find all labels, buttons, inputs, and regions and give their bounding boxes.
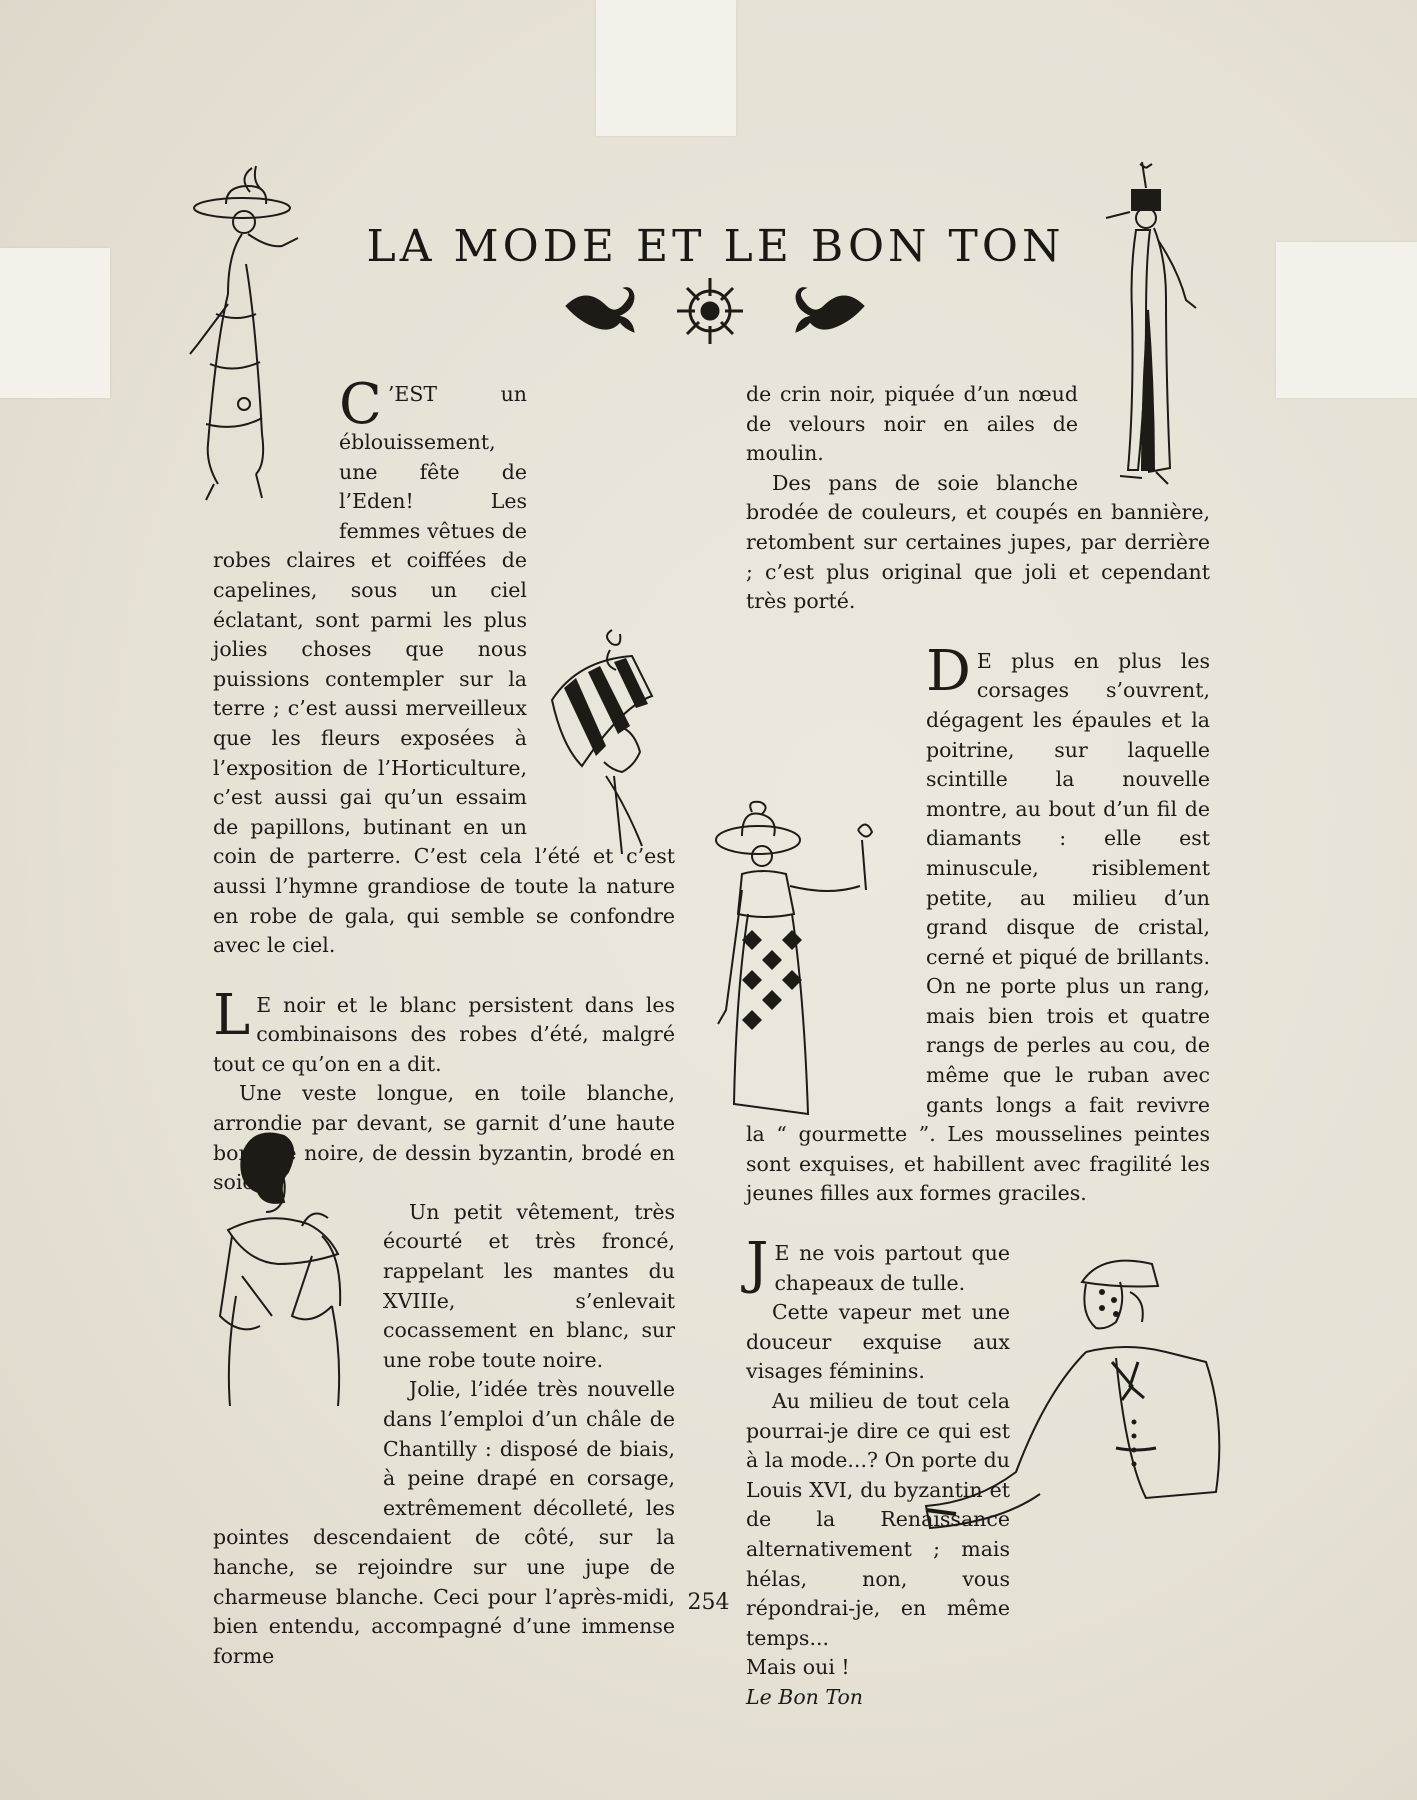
paragraph-text: E ne vois partout que chapeaux de tulle. xyxy=(774,1241,1010,1295)
paragraph: Mais oui ! xyxy=(746,1655,850,1680)
paragraph-text: E noir et le blanc persistent dans les combinaisons des robes d’été, malgré tout ce qu’on en a dit. xyxy=(213,992,675,1076)
drop-cap: J xyxy=(746,1231,769,1297)
page-title: LA MODE ET LE BON TON xyxy=(366,221,1065,273)
page-number: 254 xyxy=(687,1590,730,1615)
paragraph xyxy=(746,1231,1210,1298)
tape-top xyxy=(596,0,736,136)
drop-cap: L xyxy=(213,982,251,1048)
float-spacer xyxy=(1010,1299,1210,1599)
drop-cap: C xyxy=(339,372,382,437)
column-right xyxy=(746,380,1210,1713)
paragraph: Une veste longue, en toile blanche, arrondie par devant, se garnit d’une haute bordure noire, de dessin byzantin, brodé en soie. xyxy=(213,1081,675,1195)
paragraph: Des pans de soie blanche brodée de couleurs, et coupés en bannière, retombent sur certaines jupes, par derrière ; c’est plus original que joli et cependant très porté. xyxy=(746,470,1210,614)
paragraph: de crin noir, piquée d’un nœud de velours noir en ailes de moulin. xyxy=(746,382,1078,466)
column-left xyxy=(213,372,675,1671)
paragraph: Au milieu de tout cela pourrai-je dire ce qui est à la mode...? On porte du Louis XVI, du byzantin et de la Renaissance alternativement ; mais hélas, non, vous répondrai-je, en même temps... xyxy=(746,1389,1010,1650)
signature: Le Bon Ton xyxy=(746,1684,864,1709)
float-spacer xyxy=(527,616,675,826)
paragraph: Cette vapeur met une douceur exquise aux visages féminins. xyxy=(746,1300,1010,1384)
paragraph-text: E plus en plus les corsages s’ouvrent, dégagent les épaules et la poitrine, sur laquelle scintille la nouvelle montre, au bout d’un fil de diamants : elle est minuscule, risiblement petite, au milieu d’un grand disque de cristal, cerné et piqué de brillants. On ne porte plus un rang, mais bien trois et quatre rangs de perles au cou, de même que le ruban avec gants longs a fait revivre la “ gourmette ”. Les mousselines peintes sont exquises, et habillent avec fragilité les jeunes filles aux formes graciles. xyxy=(746,648,1210,1206)
float-spacer xyxy=(746,767,926,1117)
fleuron-ornament-icon xyxy=(560,276,870,346)
float-spacer xyxy=(213,1228,383,1518)
float-spacer xyxy=(213,380,339,526)
paragraph-text: ’EST un éblouissement, une fête de l’Eden! Les femmes vêtues de robes claires et coiffées de capelines, sous un ciel éclatant, sont parmi les plus jolies choses que nous puissions contempler sur la terre ; c’est aussi merveilleux que les fleurs exposées à l’exposition de l’Horticulture, c’est aussi gai qu’un essaim de papillons, butinant en un coin de parterre. C’est cela l’été et c’est aussi l’hymne grandiose de toute la nature en robe de gala, qui semble se confondre avec le ciel. xyxy=(213,382,675,958)
paragraph: Un petit vêtement, très écourté et très froncé, rappelant les mantes du XVIIIe, s’enlevait cocassement en blanc, sur une robe toute noire. xyxy=(383,1199,675,1372)
drop-cap: D xyxy=(926,638,971,704)
paragraph: Jolie, l’idée très nouvelle dans l’emploi d’un châle de Chantilly : disposé de biais, à peine drapé en corsage, extrêmement décolleté, les pointes descendaient de côté, sur la hanche, se rejoindre sur une jupe de charmeuse blanche. Ceci pour l’après-midi, bien entendu, accompagné d’une immense forme xyxy=(213,1377,675,1668)
paragraph xyxy=(213,982,675,1080)
float-spacer xyxy=(1078,380,1210,484)
